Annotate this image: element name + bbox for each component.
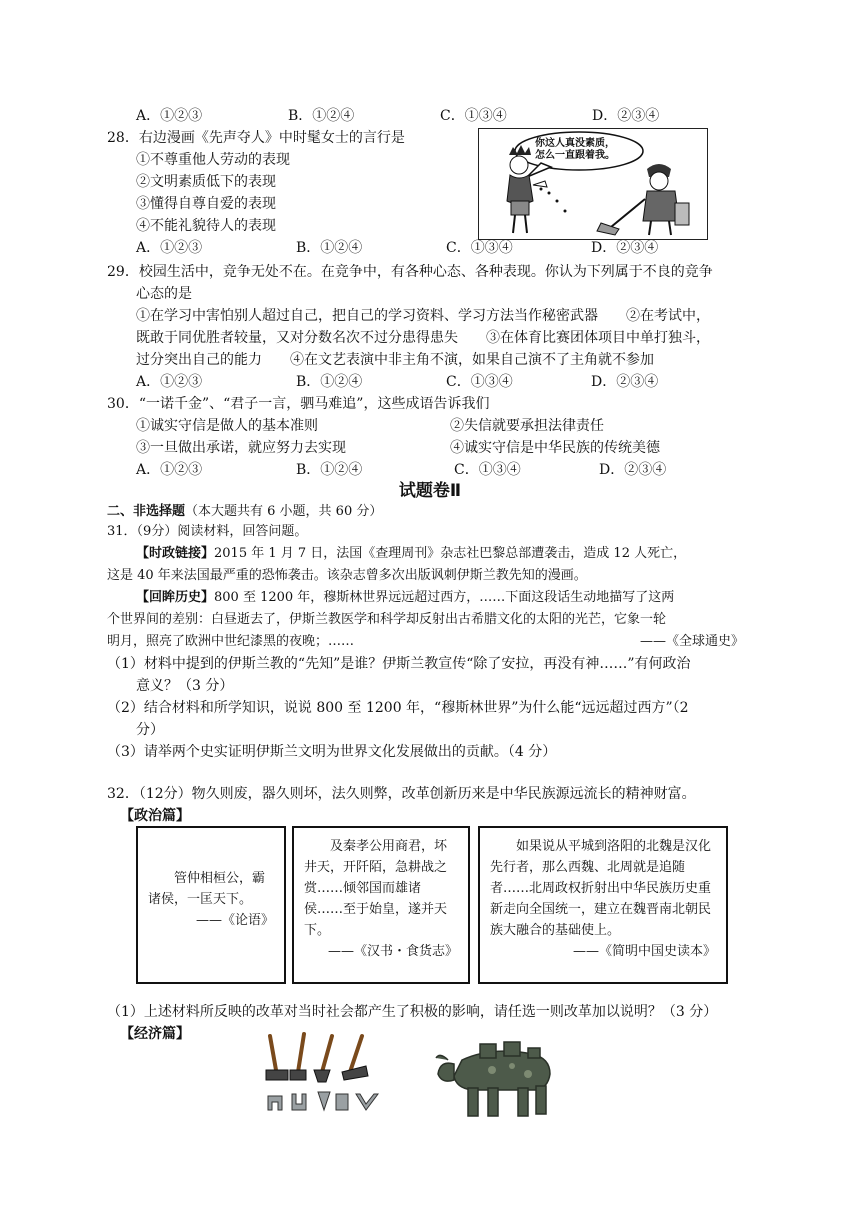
- q31-material-1-line-2: 这是 40 年来法国最严重的恐怖袭击。该杂志曾多次出版讽刺伊斯兰教先知的漫画。: [107, 568, 587, 583]
- option-c: C．①③④: [454, 462, 521, 478]
- q29-options: [136, 372, 741, 392]
- option-c: C．①③④: [446, 240, 513, 256]
- q31-material-2-line-2: 个世界间的差别：白昼逝去了，伊斯兰教医学和科学却反射出古希腊文化的太阳的光芒，它象一轮: [107, 612, 667, 627]
- q29-line-3: ①在学习中害怕别人超过自己，把自己的学习资料、学习方法当作秘密武器 ②在考试中，: [136, 308, 710, 324]
- section-2-rest: （本大题共有 6 小题，共 60 分）: [185, 504, 383, 519]
- material-box-3: [478, 826, 728, 984]
- tag-current-affairs: 【时政链接】: [136, 546, 215, 561]
- box-3-text: 如果说从平城到洛阳的北魏是汉化先行者，那么西魏、北周就是追随者……北周政权折射出中华民族历史重新走向全国统一，建立在魏晋南北朝民族大融合的基础使上。: [490, 839, 712, 938]
- option-b: B．①②④: [296, 374, 363, 390]
- q30-item-2: ②失信就要承担法律责任: [450, 418, 604, 434]
- q31-sub-3: （3）请举两个史实证明伊斯兰文明为世界文化发展做出的贡献。（4 分）: [107, 744, 557, 760]
- option-c: C．①③④: [446, 374, 513, 390]
- q31-material-2-line-1: 【回眸历史】800 至 1200 年，穆斯林世界远远超过西方，……下面这段话生动地描写了这两: [136, 590, 675, 605]
- q29-line-4: 既敢于同优胜者较量，又对分数名次不过分患得患失 ③在体育比赛团体项目中单打独斗，: [136, 330, 710, 346]
- q28-item-3: ③懂得自尊自爱的表现: [136, 196, 276, 212]
- box-2-text: 及秦孝公用商君，坏井天，开阡陌，急耕战之赏……倾邻国而雄诸侯……至于始皇，遂并天下。: [304, 839, 448, 938]
- box-1-source: ——《论语》: [195, 913, 274, 928]
- option-b: B．①②④: [288, 108, 355, 124]
- q31-sub-1: （1）材料中提到的伊斯兰教的“先知”是谁？伊斯兰教宣传“除了安拉，再没有神……”有何政治: [107, 656, 691, 672]
- q31-stem: 31．（9分）阅读材料，回答问题。: [107, 524, 308, 539]
- tag-politics: 【政治篇】: [120, 808, 190, 824]
- q29-line-1: 29．校园生活中，竞争无处不在。在竞争中，有各种心态、各种表现。你认为下列属于不良的竞争: [107, 264, 713, 280]
- bronze-ox-vessel-image: [432, 1030, 562, 1122]
- q30-stem: 30．“一诺千金”、“君子一言，驷马难追”，这些成语告诉我们: [107, 396, 490, 412]
- q29-line-2: 心态的是: [136, 286, 192, 302]
- q31-sub-2: （2）结合材料和所学知识，说说 800 至 1200 年，“穆斯林世界”为什么能“远远超过西方”（2: [107, 700, 689, 716]
- q28-item-1: ①不尊重他人劳动的表现: [136, 152, 290, 168]
- material-box-2: [292, 826, 470, 984]
- q32-stem: 32．（12分）物久则废，器久则坏，法久则弊，改革创新历来是中华民族源远流长的精神财富。: [107, 786, 696, 802]
- tag-history-review: 【回眸历史】: [136, 590, 215, 605]
- speech-bubble-line-1: 你这人真没素质，: [535, 138, 615, 149]
- box-1-text: 管仲相桓公，霸诸侯，一匡天下。: [148, 871, 266, 907]
- section-2-header: [107, 502, 382, 522]
- q31-material-1-line-1: 【时政链接】2015 年 1 月 7 日，法国《查理周刊》杂志社巴黎总部遭袭击，造成 12 人死亡，: [136, 546, 687, 561]
- option-b: B．①②④: [296, 240, 363, 256]
- option-d: D．②③④: [591, 240, 659, 256]
- option-c: C．①③④: [440, 108, 507, 124]
- q32-sub-1: （1）上述材料所反映的改革对当时社会都产生了积极的影响，请任选一则改革加以说明？（3 分）: [107, 1004, 718, 1020]
- option-b: B．①②④: [296, 462, 363, 478]
- material-box-1: [136, 826, 286, 984]
- q30-item-3: ③一旦做出承诺，就应努力去实现: [136, 440, 346, 456]
- q31-material-2-line-3: 明月，照亮了欧洲中世纪漆黑的夜晚；……: [107, 634, 355, 649]
- speech-bubble-line-2: 怎么一直跟着我。: [535, 150, 615, 161]
- q30-item-4: ④诚实守信是中华民族的传统美德: [450, 440, 660, 456]
- tag-economy: 【经济篇】: [120, 1026, 190, 1042]
- option-a: A．①②③: [136, 462, 203, 478]
- box-2-source: ——《汉书・食货志》: [327, 944, 458, 959]
- q31-sub-2-cont: 分）: [136, 722, 164, 738]
- q31-source: ——《全球通史》: [640, 634, 745, 649]
- q31-sub-1-cont: 意义？（3 分）: [136, 678, 234, 694]
- q28-item-4: ④不能礼貌待人的表现: [136, 218, 276, 234]
- q29-line-5: 过分突出自己的能力 ④在文艺表演中非主角不演，如果自己演不了主角就不参加: [136, 352, 654, 368]
- q30-options: [136, 460, 749, 480]
- option-a: A．①②③: [136, 240, 203, 256]
- option-d: D．②③④: [599, 462, 667, 478]
- iron-farm-tools-image: [262, 1030, 388, 1114]
- section-title: 试题卷Ⅱ: [398, 481, 462, 501]
- option-d: D．②③④: [592, 108, 660, 124]
- option-a: A．①②③: [136, 108, 203, 124]
- cartoon-illustration: [478, 128, 708, 240]
- option-d: D．②③④: [591, 374, 659, 390]
- box-3-source: ——《简明中国史读本》: [572, 944, 716, 959]
- q27-options: [136, 106, 744, 126]
- q28-stem: 28．右边漫画《先声夺人》中时髦女士的言行是: [107, 130, 405, 146]
- q30-item-1: ①诚实守信是做人的基本准则: [136, 418, 318, 434]
- q28-item-2: ②文明素质低下的表现: [136, 174, 276, 190]
- section-2-head: 二、非选择题: [107, 504, 186, 519]
- option-a: A．①②③: [136, 374, 203, 390]
